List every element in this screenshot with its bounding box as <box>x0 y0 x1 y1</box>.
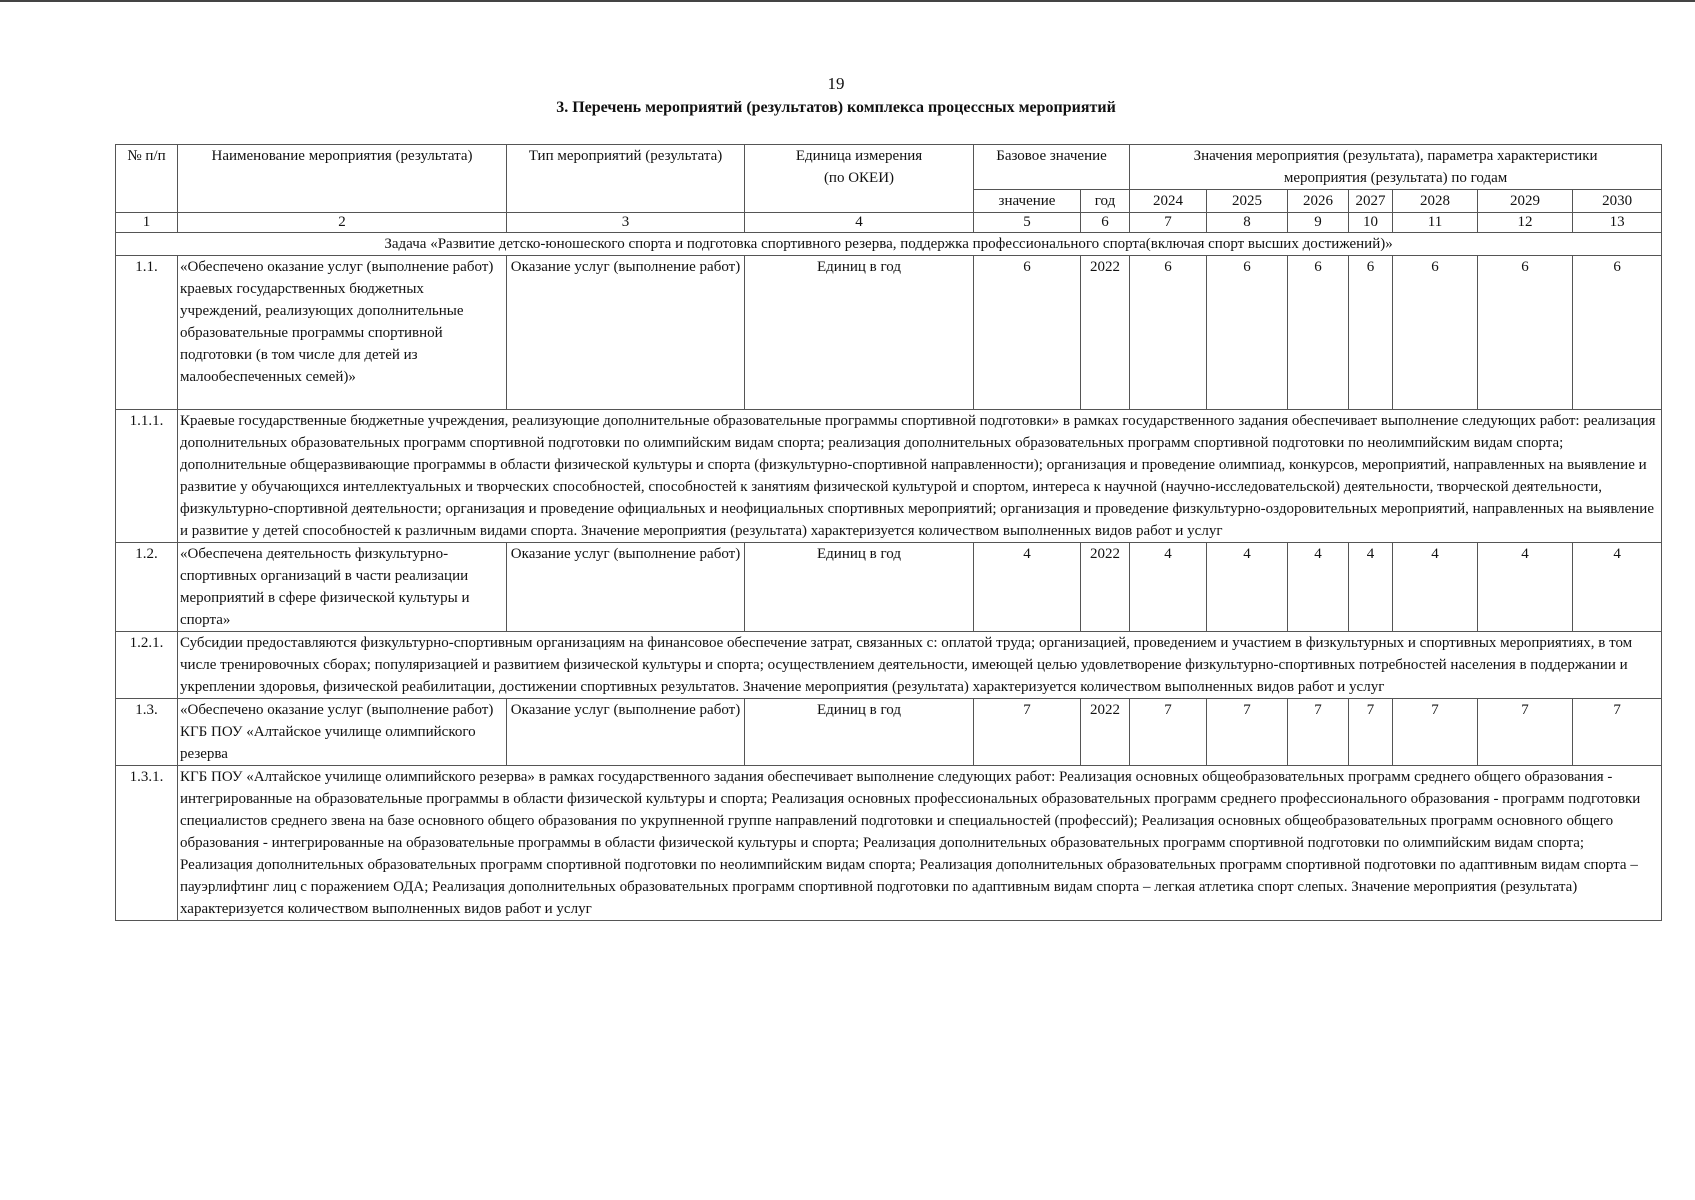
column-number: 3 <box>507 213 745 233</box>
row-value-2027: 6 <box>1349 256 1393 410</box>
row-value-2025: 6 <box>1207 256 1288 410</box>
table-row <box>116 256 1662 410</box>
table-row-description <box>116 410 1662 543</box>
row-base-year: 2022 <box>1081 699 1130 766</box>
row-type: Оказание услуг (выполнение работ) <box>507 543 745 632</box>
row-value-2029: 4 <box>1478 543 1573 632</box>
column-number: 5 <box>974 213 1081 233</box>
row-num: 1.3. <box>116 699 178 766</box>
measures-table <box>115 144 1662 921</box>
row-base-value: 4 <box>974 543 1081 632</box>
column-number: 7 <box>1130 213 1207 233</box>
header-type: Тип мероприятий (результата) <box>507 145 745 213</box>
row-num: 1.2. <box>116 543 178 632</box>
header-year-2027: 2027 <box>1349 190 1393 213</box>
row-value-2025: 4 <box>1207 543 1288 632</box>
row-value-2026: 4 <box>1288 543 1349 632</box>
header-num: № п/п <box>116 145 178 213</box>
column-number: 2 <box>178 213 507 233</box>
row-value-2028: 4 <box>1393 543 1478 632</box>
row-value-2026: 6 <box>1288 256 1349 410</box>
task-row <box>116 233 1662 256</box>
column-number: 13 <box>1573 213 1662 233</box>
header-name: Наименование мероприятия (результата) <box>178 145 507 213</box>
header-year-2024: 2024 <box>1130 190 1207 213</box>
column-number: 9 <box>1288 213 1349 233</box>
row-description: КГБ ПОУ «Алтайское училище олимпийского резерва» в рамках государственного задания обеспечивает выполнение следующих работ: Реализация основных общеобразовательных программ среднего общего образования - интегрированные на образовательные программы в области физической культуры и спорта; Реализация основных профессиональных образовательных программ среднего профессионального образования - программ подготовки специалистов среднего звена на базе основного общего образования по укрупненной группе направлений подготовки и специальностей (профессий); Реализация основных общеобразовательных программ основного общего образования - интегрированные на образовательные программы в области физической культуры и спорта; Реализация дополнительных образовательных программ спортивной подготовки по олимпийским видам спорта; Реализация дополнительных образовательных программ спортивной подготовки по неолимпийским видам спорта; Реализация дополнительных образовательных программ спортивной подготовки по адаптивным видам спорта – пауэрлифтинг лиц с поражением ОДА; Реализация дополнительных образовательных программ спортивной подготовки по адаптивным видам спорта – легкая атлетика спорт слепых. Значение мероприятия (результата) характеризуется количеством выполненных видов работ и услуг <box>178 766 1662 921</box>
row-name: «Обеспечена деятельность физкультурно-спортивных организаций в части реализации мероприятий в сфере физической культуры и спорта» <box>178 543 507 632</box>
row-value-2030: 6 <box>1573 256 1662 410</box>
row-description: Краевые государственные бюджетные учреждения, реализующие дополнительные образовательные программы спортивной подготовки» в рамках государственного задания обеспечивает выполнение следующих работ: реализация дополнительных образовательных программ спортивной подготовки по олимпийским видам спорта; реализация дополнительных образовательных программ спортивной подготовки по неолимпийским видам спорта; дополнительные общеразвивающие программы в области физической культуры и спорта (физкультурно-спортивной направленности); организация и проведение олимпиад, конкурсов, мероприятий, направленных на выявление и развитие у обучающихся интеллектуальных и творческих способностей, способностей к занятиям физической культурой и спортом, интереса к научной (научно-исследовательской) деятельности, творческой деятельности, физкультурно-спортивной деятельности; организация и проведение официальных и неофициальных спортивных мероприятий; организация и проведение физкультурно-оздоровительных мероприятий, направленных на выявление и развитие у детей способностей к различным видами спорта. Значение мероприятия (результата) характеризуется количеством выполненных видов работ и услуг <box>178 410 1662 543</box>
column-number: 1 <box>116 213 178 233</box>
header-values-line2: мероприятия (результата) по годам <box>1283 170 1508 186</box>
row-value-2027: 7 <box>1349 699 1393 766</box>
row-value-2026: 7 <box>1288 699 1349 766</box>
task-title: Задача «Развитие детско-юношеского спорта и подготовка спортивного резерва, поддержка профессионального спорта(включая спорт высших достижений)» <box>116 233 1662 256</box>
row-name: «Обеспечено оказание услуг (выполнение работ) КГБ ПОУ «Алтайское училище олимпийского резерва <box>178 699 507 766</box>
row-type: Оказание услуг (выполнение работ) <box>507 699 745 766</box>
header-unit-line2: (по ОКЕИ) <box>823 170 895 186</box>
column-number: 4 <box>745 213 974 233</box>
row-value-2030: 7 <box>1573 699 1662 766</box>
header-values-line1: Значения мероприятия (результата), параметра характеристики <box>1193 148 1598 164</box>
header-year-2026: 2026 <box>1288 190 1349 213</box>
header-row-1 <box>116 145 1662 190</box>
row-value-2028: 7 <box>1393 699 1478 766</box>
row-value-2028: 6 <box>1393 256 1478 410</box>
page-number: 19 <box>827 74 845 93</box>
header-base: Базовое значение <box>974 145 1130 190</box>
row-base-year: 2022 <box>1081 543 1130 632</box>
header-base-year: год <box>1081 190 1130 213</box>
header-year-2029: 2029 <box>1478 190 1573 213</box>
row-description: Субсидии предоставляются физкультурно-спортивным организациям на финансовое обеспечение затрат, связанных с: оплатой труда; организацией, проведением и участием в физкультурных и спортивных мероприятиях, в том числе тренировочных сборах; популяризацией и развитием физической культуры и спорта; осуществлением деятельности, имеющей целью удовлетворение физкультурно-спортивных потребностей населения в поддержании и укреплении здоровья, физической реабилитации, достижении спортивных результатов. Значение мероприятия (результата) характеризуется количеством выполненных видов работ и услуг <box>178 632 1662 699</box>
table-row-description <box>116 632 1662 699</box>
row-unit: Единиц в год <box>745 256 974 410</box>
column-number: 8 <box>1207 213 1288 233</box>
column-number: 12 <box>1478 213 1573 233</box>
row-num: 1.1. <box>116 256 178 410</box>
row-value-2029: 7 <box>1478 699 1573 766</box>
table-row <box>116 543 1662 632</box>
table-row-description <box>116 766 1662 921</box>
row-value-2027: 4 <box>1349 543 1393 632</box>
row-value-2030: 4 <box>1573 543 1662 632</box>
header-year-2030: 2030 <box>1573 190 1662 213</box>
row-base-year: 2022 <box>1081 256 1130 410</box>
header-values <box>1130 145 1662 190</box>
header-year-2028: 2028 <box>1393 190 1478 213</box>
row-value-2024: 7 <box>1130 699 1207 766</box>
column-number: 10 <box>1349 213 1393 233</box>
section-title: 3. Перечень мероприятий (результатов) комплекса процессных мероприятий <box>556 99 1116 116</box>
header-unit <box>745 145 974 213</box>
header-unit-line1: Единица измерения <box>795 148 923 164</box>
row-value-2029: 6 <box>1478 256 1573 410</box>
row-value-2025: 7 <box>1207 699 1288 766</box>
page-top-edge <box>0 0 1695 2</box>
row-unit: Единиц в год <box>745 699 974 766</box>
header-year-2025: 2025 <box>1207 190 1288 213</box>
row-num: 1.3.1. <box>116 766 178 921</box>
header-base-value: значение <box>974 190 1081 213</box>
row-base-value: 6 <box>974 256 1081 410</box>
row-value-2024: 6 <box>1130 256 1207 410</box>
row-name: «Обеспечено оказание услуг (выполнение работ) краевых государственных бюджетных учреждений, реализующих дополнительные образовательные программы спортивной подготовки (в том числе для детей из малообеспеченных семей)» <box>178 256 507 410</box>
table-row <box>116 699 1662 766</box>
column-number: 6 <box>1081 213 1130 233</box>
column-number-row <box>116 213 1662 233</box>
row-unit: Единиц в год <box>745 543 974 632</box>
column-number: 11 <box>1393 213 1478 233</box>
row-base-value: 7 <box>974 699 1081 766</box>
row-value-2024: 4 <box>1130 543 1207 632</box>
row-type: Оказание услуг (выполнение работ) <box>507 256 745 410</box>
row-num: 1.2.1. <box>116 632 178 699</box>
row-num: 1.1.1. <box>116 410 178 543</box>
